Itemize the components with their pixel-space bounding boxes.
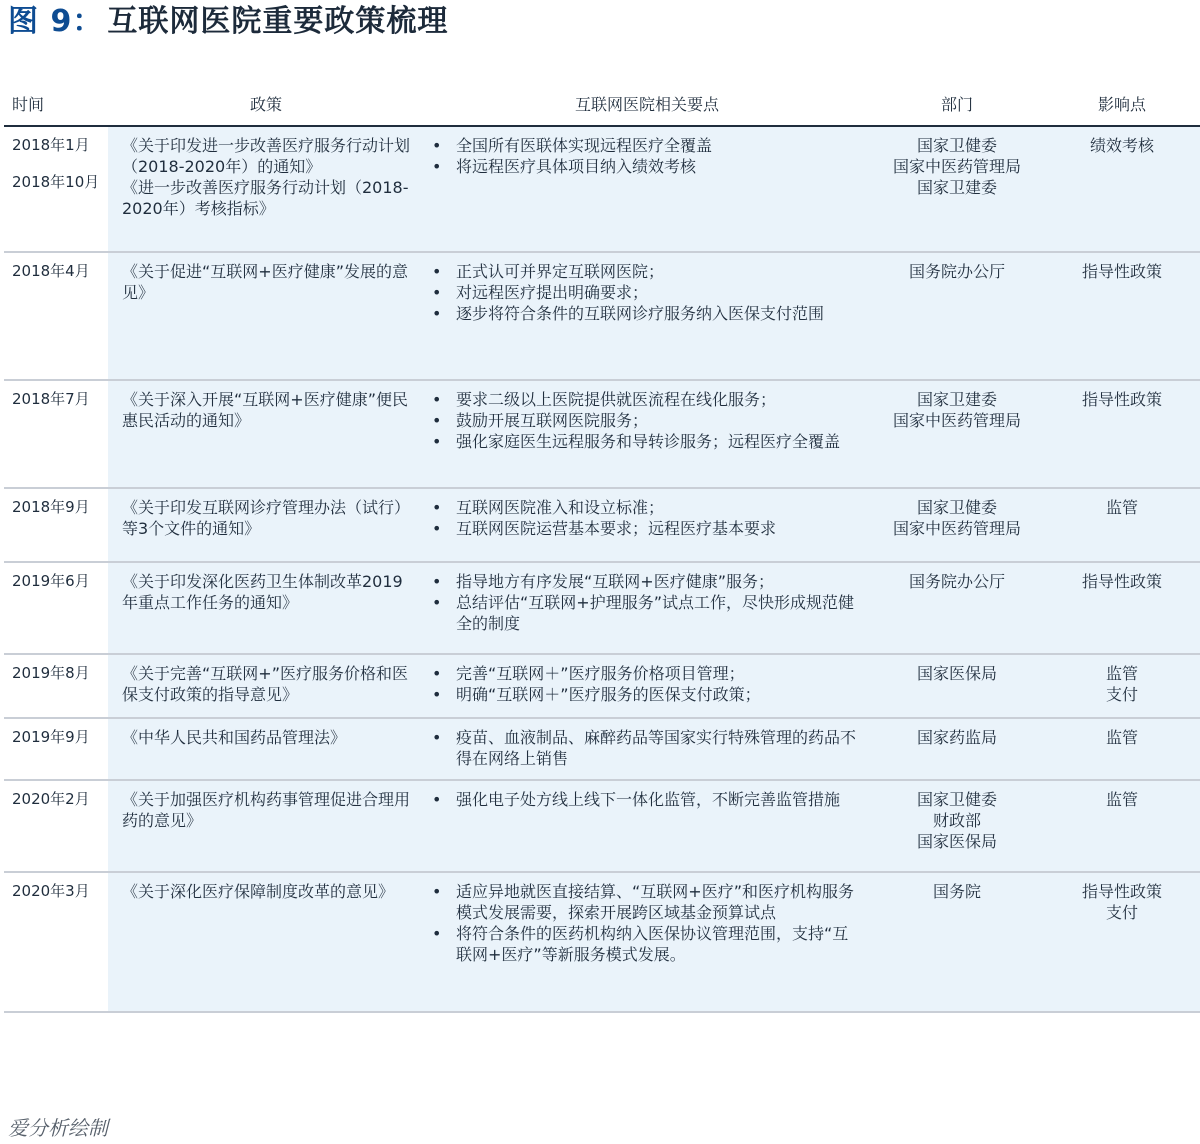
- time-value: 2018年1月: [12, 136, 90, 154]
- points-cell: [424, 718, 870, 780]
- table-row: [4, 126, 1200, 252]
- dept-name: 国家药监局: [916, 728, 997, 747]
- point-item: • 完善“互联网＋”医疗服务价格项目管理；: [430, 663, 860, 684]
- impact-tag: 监管: [1105, 728, 1138, 747]
- time-cell: [4, 872, 108, 1012]
- table-row: [4, 252, 1200, 380]
- point-item: • 将符合条件的医药机构纳入医保协议管理范围，支持“互联网+医疗”等新服务模式发展。: [430, 923, 860, 965]
- dept-cell: [870, 380, 1044, 488]
- policy-cell: [108, 872, 424, 1012]
- time-value: 2018年7月: [12, 390, 90, 408]
- points-cell: [424, 380, 870, 488]
- points-cell: [424, 780, 870, 872]
- dept-name: 国家医保局: [916, 832, 997, 851]
- points-list: [430, 881, 860, 965]
- table-row: [4, 654, 1200, 718]
- impact-cell: [1044, 380, 1200, 488]
- time-cell: [4, 126, 108, 252]
- dept-cell: [870, 780, 1044, 872]
- impact-tag: 指导性政策: [1081, 572, 1162, 591]
- dept-cell: [870, 562, 1044, 654]
- dept-name: 国家卫健委: [916, 790, 997, 809]
- points-list: [430, 789, 860, 810]
- impact-cell: [1044, 488, 1200, 562]
- time-value: 2018年9月: [12, 498, 90, 516]
- table-body: [4, 126, 1200, 1012]
- points-cell: [424, 126, 870, 252]
- time-value: 2019年6月: [12, 572, 90, 590]
- policy-title: 《关于深化医疗保障制度改革的意见》: [122, 882, 395, 901]
- dept-name: 国家卫建委: [916, 178, 997, 197]
- figure-label: 图 9：: [8, 4, 104, 39]
- dept-name: 国家卫健委: [916, 498, 997, 517]
- point-item: • 强化家庭医生远程服务和导转诊服务；远程医疗全覆盖: [430, 431, 860, 452]
- points-list: [430, 571, 860, 634]
- dept-cell: [870, 872, 1044, 1012]
- dept-name: 国家卫建委: [916, 390, 997, 409]
- point-item: • 总结评估“互联网+护理服务”试点工作，尽快形成规范健全的制度: [430, 592, 860, 634]
- points-cell: [424, 252, 870, 380]
- policy-cell: [108, 718, 424, 780]
- table-row: [4, 872, 1200, 1012]
- dept-name: 国务院: [932, 882, 981, 901]
- policy-title: 《进一步改善医疗服务行动计划（2018-2020年）考核指标》: [122, 178, 409, 218]
- header-policy: 政策: [108, 82, 424, 126]
- point-item: • 强化电子处方线上线下一体化监管，不断完善监管措施: [430, 789, 860, 810]
- points-list: [430, 497, 860, 539]
- policy-cell: [108, 780, 424, 872]
- impact-tag: 监管: [1105, 790, 1138, 809]
- dept-cell: [870, 126, 1044, 252]
- time-value: 2020年2月: [12, 790, 90, 808]
- point-item: • 逐步将符合条件的互联网诊疗服务纳入医保支付范围: [430, 303, 860, 324]
- point-item: • 互联网医院准入和设立标准；: [430, 497, 860, 518]
- impact-tag: 指导性政策: [1081, 882, 1162, 901]
- time-value: 2018年4月: [12, 262, 90, 280]
- dept-name: 国务院办公厅: [908, 572, 1005, 591]
- policy-title: 《关于加强医疗机构药事管理促进合理用药的意见》: [122, 790, 411, 830]
- points-cell: [424, 562, 870, 654]
- page-title: [8, 4, 448, 40]
- points-list: [430, 135, 860, 177]
- impact-cell: [1044, 252, 1200, 380]
- figure-title: 互联网医院重要政策梳理: [107, 4, 449, 39]
- dept-cell: [870, 718, 1044, 780]
- dept-cell: [870, 488, 1044, 562]
- impact-cell: [1044, 654, 1200, 718]
- impact-cell: [1044, 562, 1200, 654]
- point-item: • 正式认可并界定互联网医院；: [430, 261, 860, 282]
- policy-title: 《关于完善“互联网+”医疗服务价格和医保支付政策的指导意见》: [122, 664, 408, 704]
- time-value: 2020年3月: [12, 882, 90, 900]
- policy-title: 《关于印发进一步改善医疗服务行动计划（2018-2020年）的通知》: [122, 136, 411, 176]
- dept-name: 国务院办公厅: [908, 262, 1005, 281]
- points-list: [430, 663, 860, 705]
- point-item: • 对远程医疗提出明确要求；: [430, 282, 860, 303]
- policy-title: 《关于促进“互联网+医疗健康”发展的意见》: [122, 262, 408, 302]
- header-dept: 部门: [870, 82, 1044, 126]
- table-row: [4, 562, 1200, 654]
- time-cell: [4, 780, 108, 872]
- impact-tag: 绩效考核: [1089, 136, 1154, 155]
- dept-name: 国家卫健委: [916, 136, 997, 155]
- point-item: • 适应异地就医直接结算、“互联网+医疗”和医疗机构服务模式发展需要，探索开展跨区域基金预算试点: [430, 881, 860, 923]
- policy-cell: [108, 488, 424, 562]
- header-time: 时间: [4, 82, 108, 126]
- impact-tag: 支付: [1105, 685, 1138, 704]
- time-cell: [4, 252, 108, 380]
- points-cell: [424, 872, 870, 1012]
- time-value: 2019年8月: [12, 664, 90, 682]
- header-impact: 影响点: [1044, 82, 1200, 126]
- policy-cell: [108, 380, 424, 488]
- policy-cell: [108, 126, 424, 252]
- table-row: [4, 380, 1200, 488]
- point-item: • 疫苗、血液制品、麻醉药品等国家实行特殊管理的药品不得在网络上销售: [430, 727, 860, 769]
- table-header-row: [4, 82, 1200, 126]
- dept-cell: [870, 654, 1044, 718]
- time-value: 2019年9月: [12, 728, 90, 746]
- policy-title: 《关于印发互联网诊疗管理办法（试行）等3个文件的通知》: [122, 498, 411, 538]
- impact-cell: [1044, 872, 1200, 1012]
- impact-cell: [1044, 126, 1200, 252]
- point-item: • 将远程医疗具体项目纳入绩效考核: [430, 156, 860, 177]
- impact-tag: 指导性政策: [1081, 262, 1162, 281]
- points-cell: [424, 488, 870, 562]
- dept-name: 国家医保局: [916, 664, 997, 683]
- table-row: [4, 718, 1200, 780]
- time-cell: [4, 488, 108, 562]
- policy-title: 《关于深入开展“互联网+医疗健康”便民惠民活动的通知》: [122, 390, 408, 430]
- policy-cell: [108, 562, 424, 654]
- impact-cell: [1044, 718, 1200, 780]
- impact-tag: 监管: [1105, 498, 1138, 517]
- time-cell: [4, 562, 108, 654]
- time-cell: [4, 380, 108, 488]
- impact-tag: 监管: [1105, 664, 1138, 683]
- policy-table: [4, 82, 1200, 1013]
- point-item: • 指导地方有序发展“互联网+医疗健康”服务；: [430, 571, 860, 592]
- points-list: [430, 261, 860, 324]
- table-row: [4, 780, 1200, 872]
- policy-title: 《中华人民共和国药品管理法》: [122, 728, 347, 747]
- point-item: • 要求二级以上医院提供就医流程在线化服务；: [430, 389, 860, 410]
- dept-name: 国家中医药管理局: [892, 519, 1021, 538]
- time-cell: [4, 718, 108, 780]
- dept-name: 国家中医药管理局: [892, 411, 1021, 430]
- impact-tag: 指导性政策: [1081, 390, 1162, 409]
- points-list: [430, 389, 860, 452]
- impact-tag: 支付: [1105, 903, 1138, 922]
- time-value: 2018年10月: [12, 173, 100, 191]
- policy-cell: [108, 252, 424, 380]
- impact-cell: [1044, 780, 1200, 872]
- dept-cell: [870, 252, 1044, 380]
- points-cell: [424, 654, 870, 718]
- point-item: • 明确“互联网＋”医疗服务的医保支付政策；: [430, 684, 860, 705]
- time-cell: [4, 654, 108, 718]
- point-item: • 鼓励开展互联网医院服务；: [430, 410, 860, 431]
- policy-cell: [108, 654, 424, 718]
- dept-name: 财政部: [932, 811, 981, 830]
- point-item: • 全国所有医联体实现远程医疗全覆盖: [430, 135, 860, 156]
- points-list: [430, 727, 860, 769]
- point-item: • 互联网医院运营基本要求；远程医疗基本要求: [430, 518, 860, 539]
- header-points: 互联网医院相关要点: [424, 82, 870, 126]
- dept-name: 国家中医药管理局: [892, 157, 1021, 176]
- table-row: [4, 488, 1200, 562]
- policy-title: 《关于印发深化医药卫生体制改革2019年重点工作任务的通知》: [122, 572, 403, 612]
- source-note: 爱分析绘制: [8, 1116, 108, 1140]
